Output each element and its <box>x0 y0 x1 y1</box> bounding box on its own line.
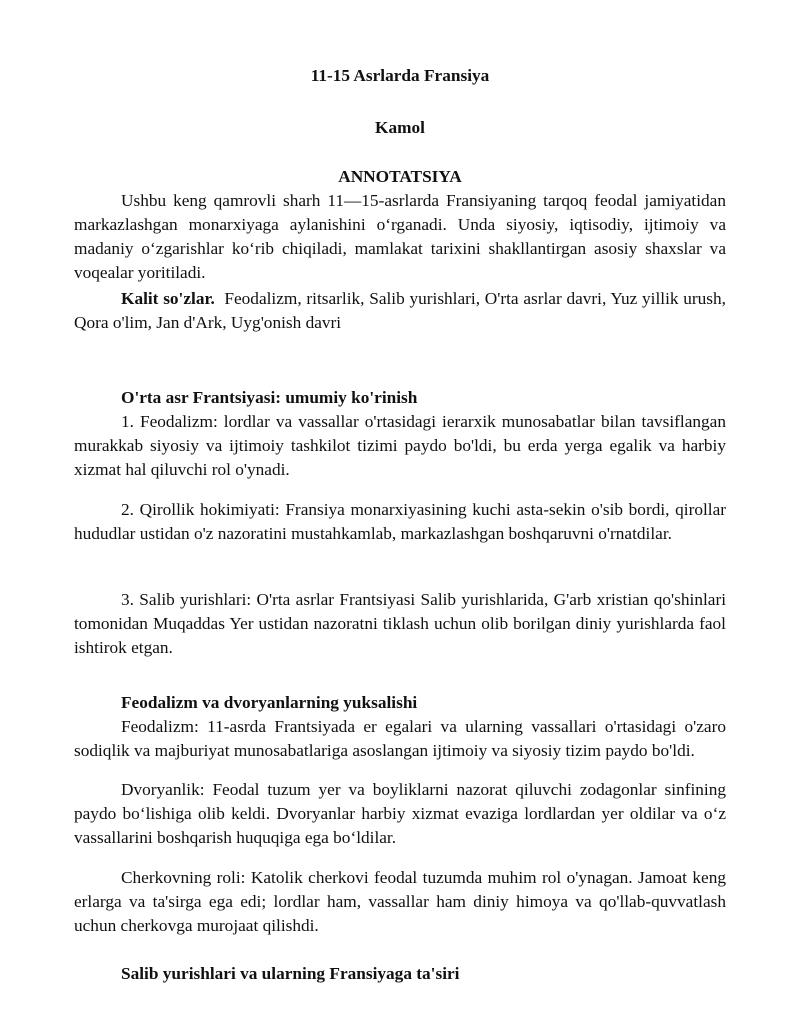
section-heading-overview: O'rta asr Frantsiyasi: umumiy ko'rinish <box>121 388 418 407</box>
annotation-paragraph: Ushbu keng qamrovli sharh 11—15-asrlarda Fransiyaning tarqoq feodal jamiyatidan markazlashgan monarxiyaga aylanishini o‘rganadi. Unda siyosiy, iqtisodiy, ijtimoiy va madaniy o‘zgarishlar ko‘rib chiqiladi, mamlakat tarixini shakllantirgan asosiy shaxslar va voqealar yoritiladi. <box>74 191 726 282</box>
author-name: Kamol <box>375 118 425 137</box>
paragraph-feudalism: Feodalizm: 11-asrda Frantsiyada er egalari va ularning vassallari o'rtasidagi o'zaro sodiqlik va majburiyat munosabatlariga asoslangan ijtimoiy va siyosiy tizim paydo bo'ldi. <box>74 717 726 760</box>
section-heading-feudalism: Feodalizm va dvoryanlarning yuksalishi <box>121 693 418 712</box>
paragraph-church-role: Cherkovning roli: Katolik cherkovi feodal tuzumda muhim rol o'ynagan. Jamoat keng erlarga va ta'sirga ega edi; lordlar ham, vassallar ham diniy himoya va qo'llab-quvvatlash uchun cherkovga murojaat qilishdi. <box>74 868 726 935</box>
section-heading-crusades: Salib yurishlari va ularning Fransiyaga ta'siri <box>121 964 460 983</box>
paragraph-crusades-item: 3. Salib yurishlari: O'rta asrlar Frantsiyasi Salib yurishlarida, G'arb xristian qo'shinlari tomonidan Muqaddas Yer ustidan nazoratni tiklash uchun olib borilgan diniy yurishlarda faol ishtirok etgan. <box>74 590 726 657</box>
keywords-label: Kalit so'zlar. <box>121 289 215 308</box>
document-title: 11-15 Asrlarda Fransiya <box>310 66 490 85</box>
annotation-heading: ANNOTATSIYA <box>338 167 462 186</box>
paragraph-feudalism-item: 1. Feodalizm: lordlar va vassallar o'rtasidagi ierarxik munosabatlar bilan tavsiflangan murakkab siyosiy va ijtimoiy tashkilot tizimi paydo bo'ldi, bu erda yerga egalik va harbiy xizmat hal qiluvchi rol o'ynadi. <box>74 412 726 479</box>
paragraph-nobility: Dvoryanlik: Feodal tuzum yer va boyliklarni nazorat qiluvchi zodagonlar sinfining paydo bo‘lishiga olib keldi. Dvoryanlar harbiy xizmat evaziga lordlardan yer oldilar va o‘z vassallarini boshqarish huquqiga ega bo‘ldilar. <box>74 780 726 847</box>
keywords-text: Feodalizm, ritsarlik, Salib yurishlari, O'rta asrlar davri, Yuz yillik urush, Qora o'lim, Jan d'Ark, Uyg'onish davri <box>74 289 726 332</box>
keywords-paragraph <box>74 287 726 335</box>
paragraph-royal-power-item: 2. Qirollik hokimiyati: Fransiya monarxiyasining kuchi asta-sekin o'sib bordi, qirollar hududlar ustidan o'z nazoratini mustahkamlab, markazlashgan boshqaruvni o'rnatdilar. <box>74 500 726 543</box>
